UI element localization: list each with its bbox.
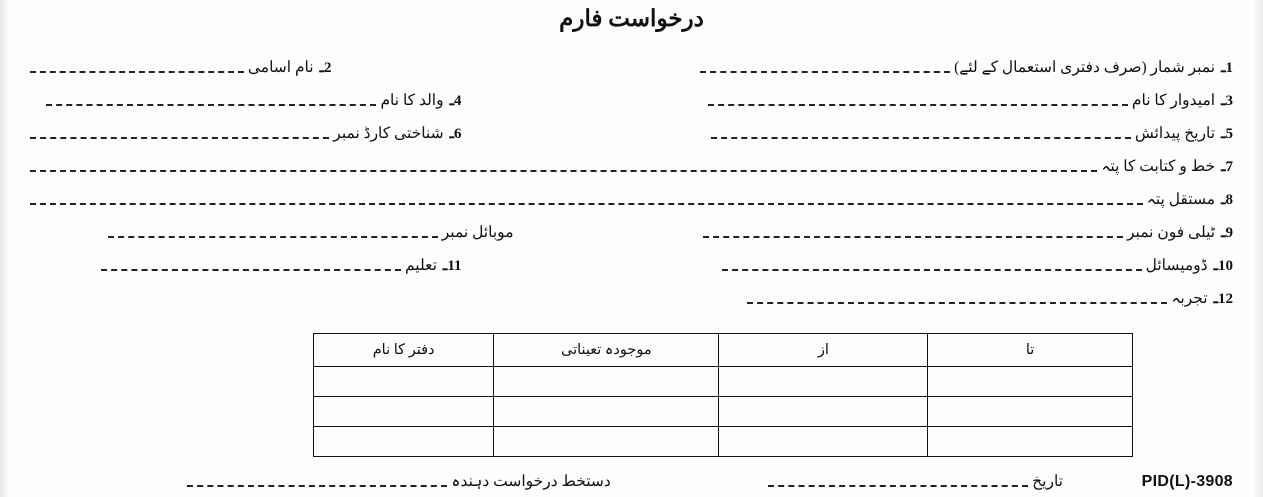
field-2-label: نام اسامی: [247, 59, 314, 76]
field-11-input-line[interactable]: [101, 269, 401, 271]
table-cell[interactable]: [314, 427, 494, 457]
form-row: [30, 44, 1233, 77]
form-fields: [30, 44, 1233, 308]
field-10: [632, 256, 1234, 275]
table-row: [314, 397, 1133, 427]
field-11-label: تعلیم: [404, 257, 437, 274]
table-cell[interactable]: [719, 427, 928, 457]
field-9-label: ٹیلی فون نمبر: [1126, 224, 1216, 241]
field-8-input-line[interactable]: [30, 203, 1143, 205]
field-9-input-line[interactable]: [703, 236, 1123, 238]
form-row: [30, 209, 1233, 242]
table-header-cell: موجودہ تعیناتی: [494, 334, 719, 367]
scan-edge-right: [1253, 0, 1263, 497]
table-cell[interactable]: [928, 367, 1133, 397]
form-row: [30, 176, 1233, 209]
footer-signature-field: [30, 472, 611, 491]
field-5-number: 5ـ: [1221, 126, 1233, 142]
field-5-label: تاریخ پیدائش: [1134, 125, 1216, 142]
table-cell[interactable]: [494, 397, 719, 427]
footer-date-label: تاریخ: [1032, 473, 1063, 490]
field-9-number: 9ـ: [1221, 225, 1233, 241]
field-10-input-line[interactable]: [722, 269, 1142, 271]
field-11-number: 11ـ: [442, 258, 462, 274]
field-12-input-line[interactable]: [747, 302, 1167, 304]
table-cell[interactable]: [314, 397, 494, 427]
field-7: [30, 157, 1233, 176]
table-header-cell: از: [719, 334, 928, 367]
form-row: [30, 77, 1233, 110]
field-8-label: مستقل پتہ: [1146, 191, 1216, 208]
field-9: [632, 223, 1234, 242]
field-1-input-line[interactable]: [700, 71, 950, 73]
table-header-row: [314, 334, 1133, 367]
field-1-number: 1ـ: [1221, 60, 1233, 76]
table-row: [314, 367, 1133, 397]
form-footer: [30, 465, 1233, 491]
field-3-label: امیدوار کا نام: [1131, 92, 1216, 109]
field-7-number: 7ـ: [1221, 159, 1233, 175]
field-8-number: 8ـ: [1221, 192, 1233, 208]
field-8: [30, 190, 1233, 209]
table-cell[interactable]: [314, 367, 494, 397]
pid-code: PID(L)-3908: [1141, 473, 1233, 490]
field-6: [30, 124, 632, 143]
form-row: [30, 242, 1233, 275]
field-4-number: 4ـ: [449, 93, 462, 109]
scan-edge-left: [0, 0, 10, 497]
field-mobile-number: [30, 223, 632, 242]
field-1-label: نمبر شمار (صرف دفتری استعمال کے لئے): [954, 59, 1216, 76]
table-cell[interactable]: [719, 397, 928, 427]
table-row: [314, 427, 1133, 457]
field-12-number: 12ـ: [1213, 291, 1233, 307]
field-mobile-number-label: موبائل نمبر: [441, 224, 514, 241]
field-1: [632, 58, 1234, 77]
field-2-number: 2ـ: [319, 60, 332, 76]
field-6-label: شناختی کارڈ نمبر: [333, 125, 444, 142]
table-cell[interactable]: [928, 427, 1133, 457]
field-11: [30, 256, 632, 275]
field-7-label: خط و کتابت کا پتہ: [1101, 158, 1216, 175]
field-5: [632, 124, 1234, 143]
footer-date-input-line[interactable]: [768, 485, 1028, 487]
page-title: درخواست فارم: [559, 6, 704, 31]
field-3-number: 3ـ: [1221, 93, 1233, 109]
field-3-input-line[interactable]: [708, 104, 1128, 106]
table-header-cell: تا: [928, 334, 1133, 367]
field-7-input-line[interactable]: [30, 170, 1097, 172]
field-mobile-number-input-line[interactable]: [108, 236, 438, 238]
experience-table-wrapper: [313, 333, 1133, 457]
footer-signature-input-line[interactable]: [187, 485, 447, 487]
table-cell[interactable]: [719, 367, 928, 397]
field-4-input-line[interactable]: [46, 104, 376, 106]
form-row: [30, 143, 1233, 176]
form-row: [30, 275, 1233, 308]
field-12-label: تجربہ: [1171, 290, 1208, 307]
form-row: [30, 110, 1233, 143]
table-cell[interactable]: [494, 427, 719, 457]
table-cell[interactable]: [928, 397, 1133, 427]
footer-date-field: [611, 472, 1063, 491]
field-4: [30, 91, 632, 110]
field-10-number: 10ـ: [1213, 258, 1233, 274]
field-6-number: 6ـ: [449, 126, 462, 142]
field-2-input-line[interactable]: [30, 71, 244, 73]
field-5-input-line[interactable]: [711, 137, 1131, 139]
footer-signature-label: دستخط درخواست دہندہ: [451, 473, 611, 490]
field-12: [632, 289, 1234, 308]
field-10-label: ڈومیسائل: [1145, 257, 1208, 274]
field-6-input-line[interactable]: [30, 137, 329, 139]
experience-table: [313, 333, 1133, 457]
field-3: [632, 91, 1234, 110]
field-4-label: والد کا نام: [380, 92, 444, 109]
table-header-cell: دفتر کا نام: [314, 334, 494, 367]
table-cell[interactable]: [494, 367, 719, 397]
field-2: [30, 58, 632, 77]
